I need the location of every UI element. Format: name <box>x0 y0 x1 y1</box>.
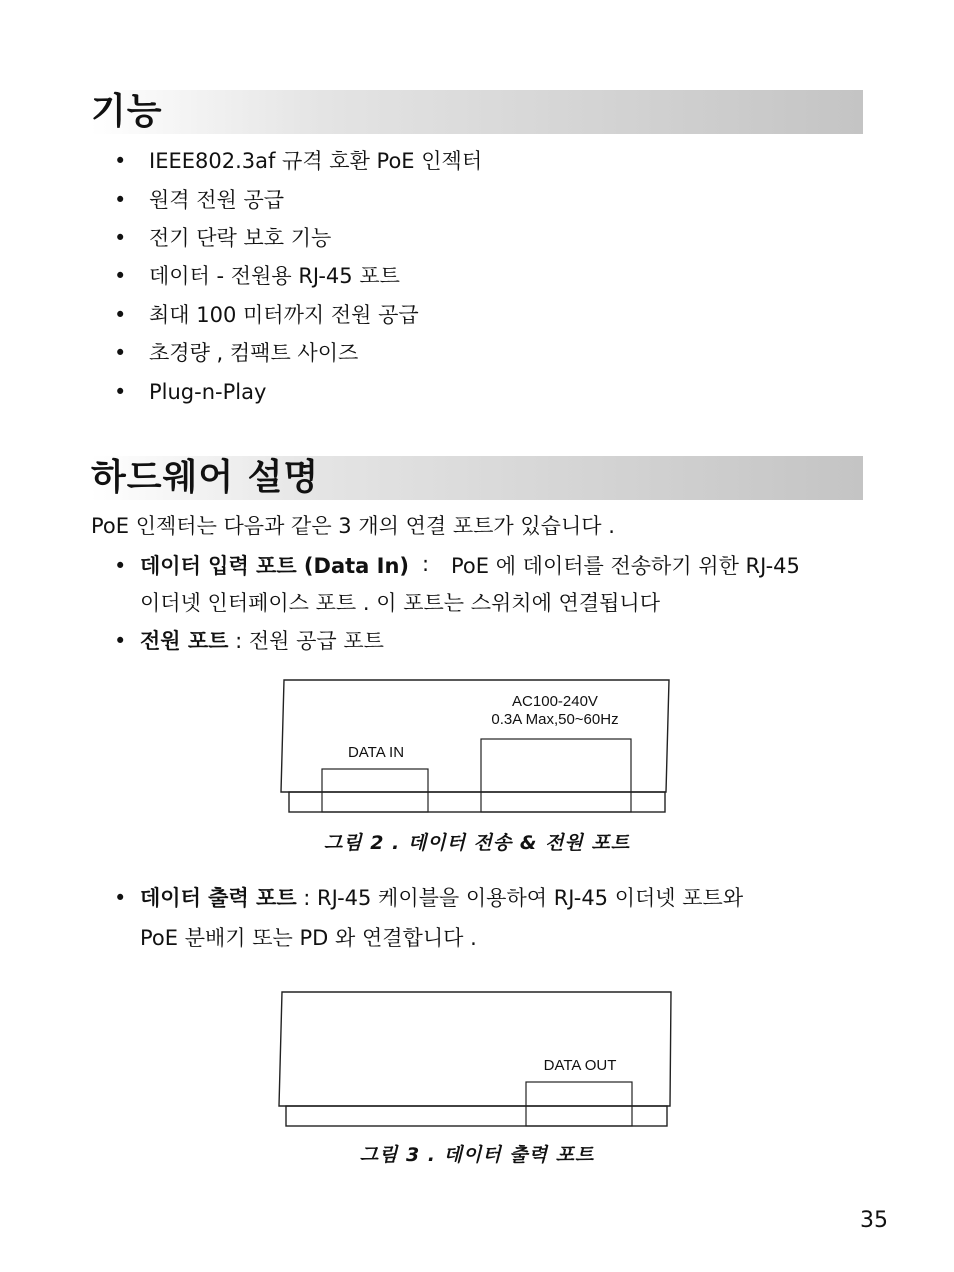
feature-item: 원격 전원 공급 <box>149 188 285 212</box>
power-port <box>481 739 631 812</box>
power-item <box>140 629 384 653</box>
feature-item: 초경량 , 컴팩트 사이즈 <box>149 341 359 365</box>
page-number: 35 <box>860 1208 888 1233</box>
figure-2-caption: 그림 2 . 데이터 전송 & 전원 포트 <box>323 832 631 854</box>
figure-3-caption: 그림 3 . 데이터 출력 포트 <box>359 1144 595 1166</box>
data-in-label: DATA IN <box>347 744 405 761</box>
section-header-features <box>91 90 863 134</box>
device-outline <box>279 992 671 1106</box>
data-out-port <box>526 1082 632 1126</box>
section-title-hardware: 하드웨어 설명 <box>91 457 320 498</box>
data-out-desc-cont: PoE 분배기 또는 PD 와 연결합니다 . <box>140 926 477 950</box>
bullet-icon: • <box>114 264 127 288</box>
bullet-icon: • <box>114 303 127 327</box>
data-out-label: DATA OUT <box>543 1057 617 1074</box>
bullet-icon: • <box>114 629 127 653</box>
feature-item: 최대 100 미터까지 전원 공급 <box>149 303 419 327</box>
data-out-item <box>140 886 743 910</box>
data-in-colon: : <box>422 552 430 576</box>
figure-2-diagram <box>278 676 674 816</box>
data-in-desc-cont: 이더넷 인터페이스 포트 . 이 포트는 스위치에 연결됩니다 <box>140 591 660 615</box>
hardware-intro: PoE 인젝터는 다음과 같은 3 개의 연결 포트가 있습니다 . <box>91 514 615 538</box>
bullet-icon: • <box>114 554 127 578</box>
feature-item: 전기 단락 보호 기능 <box>149 226 332 250</box>
data-in-desc: PoE 에 데이터를 전송하기 위한 RJ-45 <box>451 554 800 578</box>
data-out-term: 데이터 출력 포트 <box>140 886 297 910</box>
bullet-icon: • <box>114 149 127 173</box>
bullet-icon: • <box>114 341 127 365</box>
feature-item: Plug-n-Play <box>149 380 267 404</box>
data-in-term: 데이터 입력 포트 (Data In) <box>140 554 410 578</box>
feature-item: IEEE802.3af 규격 호환 PoE 인젝터 <box>149 149 483 173</box>
figure-3-diagram <box>276 988 674 1130</box>
bullet-icon: • <box>114 226 127 250</box>
device-base <box>289 792 665 812</box>
power-term: 전원 포트 <box>140 629 229 653</box>
bullet-icon: • <box>114 380 127 404</box>
bullet-icon: • <box>114 188 127 212</box>
power-rating-label: AC100-240V <box>512 693 598 710</box>
feature-item: 데이터 - 전원용 RJ-45 포트 <box>149 264 400 288</box>
bullet-icon: • <box>114 886 127 910</box>
power-rating-label-2: 0.3A Max,50~60Hz <box>491 711 619 728</box>
device-outline <box>281 680 669 792</box>
data-out-desc: : RJ-45 케이블을 이용하여 RJ-45 이더넷 포트와 <box>296 886 744 910</box>
device-base <box>286 1106 667 1126</box>
section-title-features: 기능 <box>91 91 163 132</box>
power-desc: : 전원 공급 포트 <box>228 629 384 653</box>
data-in-port <box>322 769 428 812</box>
section-header-hardware <box>91 456 863 500</box>
